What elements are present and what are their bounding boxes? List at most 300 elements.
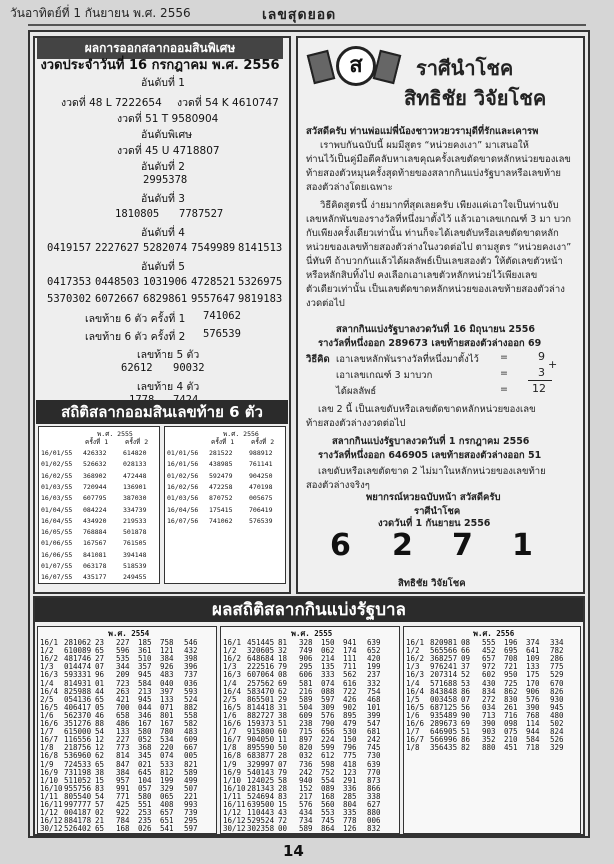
gov-value-cell: 210: [504, 735, 518, 745]
fifth-prize-2-5: 9819183: [238, 293, 283, 305]
stats-value-cell: 063178: [83, 562, 107, 570]
gov-value-cell: 824: [550, 727, 564, 737]
gov-value-cell: 581: [299, 678, 313, 688]
gov-value-cell: 289673: [430, 719, 458, 728]
gov-value-cell: 724533: [64, 759, 92, 769]
gov-value-cell: 05: [95, 702, 105, 712]
gov-value-cell: 593: [184, 686, 198, 696]
method-eq-2: =: [500, 368, 508, 379]
stats-date-cell: 16/07/55: [41, 573, 73, 582]
gov-value-cell: 62: [278, 686, 288, 696]
gov-value-cell: 65: [95, 759, 105, 769]
gov-value-cell: 739: [184, 808, 198, 818]
gov-value-cell: 821: [184, 759, 198, 769]
gov-value-cell: 555: [482, 638, 496, 647]
method-value-2: 3: [538, 366, 545, 379]
gov-value-cell: 088: [321, 686, 335, 696]
gov-date-cell: 1/10: [40, 775, 59, 785]
gov-table-2555: [220, 626, 400, 834]
gov-value-cell: 08: [278, 670, 288, 680]
gov-value-cell: 18: [278, 654, 288, 664]
gov-date-cell: 1/4: [406, 678, 420, 688]
fourth-prize-5: 8141513: [238, 242, 283, 254]
paragraph-2-line: วิธีคิดสูตรนี้ ง่ายมากที่สุดเลยครับ เพียงแค่เอาใจเป็นท่านจับ: [320, 200, 559, 211]
gov-value-cell: 27: [95, 654, 105, 664]
gov-value-cell: 700: [116, 702, 130, 712]
gov-value-cell: 754: [367, 686, 381, 696]
third-prize-a: 1810805: [115, 208, 160, 220]
gov-value-cell: 612: [321, 751, 335, 761]
tail6-1-label: เลขท้าย 6 ตัว ครั้งที่ 1: [85, 313, 186, 325]
third-prize-b: 7787527: [179, 208, 224, 220]
gov-value-cell: 832: [367, 824, 381, 834]
government-lottery-stats: [33, 596, 585, 836]
stats-value-cell: 028133: [123, 460, 147, 469]
example1-draw: สลากกินแบ่งรัฐบาลงวดวันที่ 16 มิถุนายน 2556: [336, 324, 535, 335]
gov-value-cell: 345: [138, 751, 152, 761]
gov-date-cell: 30/12: [40, 824, 63, 834]
example2-note-1: เลขดับหรือเลขตัดขาด 2 ไม่มาในหลักหน่วยของเลขท้าย: [318, 466, 546, 477]
gov-value-cell: 801: [160, 710, 174, 720]
stats-date-cell: 01/03/56: [167, 494, 199, 503]
gov-value-cell: 352: [482, 735, 496, 745]
stats-value-cell: 768884: [83, 528, 107, 537]
paragraph-2-line: กับเพียงครั้งเดียวเท่านั้น ท่านก็จะได้เลขดับหรือเลขตัดขาดหลัก: [306, 228, 559, 239]
gov-value-cell: 560: [321, 800, 335, 809]
gov-value-cell: 126: [343, 824, 357, 834]
gov-value-cell: 53: [461, 678, 471, 688]
gov-value-cell: 713: [482, 710, 496, 720]
gov-value-cell: 07: [461, 694, 471, 704]
gov-date-cell: 16/3: [406, 670, 425, 680]
gov-date-cell: 16/1: [223, 638, 242, 647]
example1-result: รางวัลที่หนึ่งออก 289673 เลขท้ายสองตัวล่างออก 69: [318, 338, 542, 349]
magazine-brand: เลขสุดยอด: [262, 7, 337, 23]
stats-value-cell: 904250: [249, 471, 273, 480]
stats-title: สถิติสลากออมสินเลขท้าย 6 ตัว: [36, 400, 288, 424]
third-prize-label: อันดับที่ 3: [141, 193, 185, 205]
stats-value-cell: 426332: [83, 449, 107, 457]
method-note-1: เลข 2 นี้ เป็นเลขดับหรือเลขตัดขาดหลักหน่วยของเลข: [318, 404, 536, 415]
gov-value-cell: 07: [95, 662, 105, 672]
gov-value-cell: 281343: [247, 783, 275, 793]
lucky-digit-4: 1: [512, 528, 533, 563]
prediction-heading: พยากรณ์หวยฉบับหน้า สวัสดีครับ: [366, 492, 501, 503]
gov-date-cell: 1/11: [40, 791, 59, 801]
gov-value-cell: 44: [95, 686, 105, 696]
gov-date-cell: 16/10: [223, 783, 246, 793]
gov-date-cell: 1/3: [223, 662, 237, 672]
gov-value-cell: 941: [343, 638, 357, 647]
gov-value-cell: 599: [321, 743, 335, 753]
stats-date-cell: 16/02/55: [41, 471, 73, 480]
stats-date-cell: 01/07/55: [41, 562, 73, 570]
example2-note-2: สองตัวล่างจริงๆ: [306, 480, 370, 491]
gov-value-cell: 227: [116, 735, 130, 745]
gov-value-cell: 167: [138, 719, 152, 728]
gov-table-2554: [37, 626, 217, 834]
stats-date-cell: 01/02/56: [167, 471, 199, 480]
stats-value-cell: 438985: [209, 460, 233, 469]
gov-value-cell: 104: [138, 775, 152, 785]
gov-value-cell: 589: [299, 824, 313, 834]
fifth-prize-1-5: 5326975: [238, 276, 283, 288]
stats-col2-header: ครั้งที่ 2: [251, 438, 275, 446]
gov-value-cell: 451445: [247, 638, 275, 647]
gov-date-cell: 1/9: [40, 759, 54, 769]
gov-value-cell: 38: [278, 710, 288, 720]
paragraph-1-line: สองตัวล่างโดยเฉพาะ: [306, 182, 393, 193]
gov-value-cell: 133: [116, 727, 130, 737]
gov-value-cell: 37: [461, 662, 471, 672]
gov-value-cell: 253: [138, 808, 152, 818]
gov-value-cell: 368: [138, 743, 152, 753]
gov-value-cell: 670: [550, 678, 564, 688]
gov-value-cell: 610089: [64, 646, 92, 656]
stats-date-cell: 16/03/55: [41, 494, 73, 503]
gov-value-cell: 486: [116, 719, 130, 728]
gov-value-cell: 773: [116, 743, 130, 753]
gov-value-cell: 075: [504, 727, 518, 737]
gov-value-cell: 420: [367, 654, 381, 664]
gov-value-cell: 540143: [247, 767, 275, 777]
gov-value-cell: 272: [482, 694, 496, 704]
gov-value-cell: 199: [367, 662, 381, 672]
fourth-prize-3: 5282074: [143, 242, 188, 254]
gov-value-cell: 580: [138, 727, 152, 737]
gov-value-cell: 804: [343, 800, 357, 809]
gov-value-cell: 356435: [430, 743, 458, 753]
gov-value-cell: 584: [138, 678, 152, 688]
gov-value-cell: 880: [367, 808, 381, 818]
card-left-icon: [307, 50, 336, 84]
gov-value-cell: 504: [299, 702, 313, 712]
gov-value-cell: 565566: [430, 646, 458, 656]
fourth-prize-1: 0419157: [47, 242, 92, 254]
gov-value-cell: 196: [504, 638, 518, 647]
column-author: สิทธิชัย วิจัยโชค: [404, 86, 547, 110]
fifth-prize-2-1: 5370302: [47, 293, 92, 305]
fourth-prize-label: อันดับที่ 4: [141, 227, 185, 239]
gov-date-cell: 1/4: [40, 678, 54, 688]
gov-value-cell: 944: [526, 727, 540, 737]
gov-value-cell: 384: [116, 767, 130, 777]
gov-value-cell: 895: [343, 710, 357, 720]
gov-value-cell: 722: [343, 686, 357, 696]
gov-value-cell: 945: [550, 702, 564, 712]
gov-value-cell: 116556: [64, 735, 92, 745]
gov-value-cell: 796: [343, 743, 357, 753]
gov-value-cell: 21: [95, 816, 105, 826]
gov-value-cell: 216: [299, 686, 313, 696]
gov-value-cell: 368257: [430, 654, 458, 664]
gov-value-cell: 425: [116, 800, 130, 809]
gov-value-cell: 597: [321, 694, 335, 704]
gov-value-cell: 648684: [247, 654, 275, 664]
method-eq-3: =: [500, 384, 508, 395]
gov-value-cell: 285: [343, 791, 357, 801]
gov-value-cell: 723: [116, 678, 130, 688]
gov-value-cell: 168: [116, 824, 130, 834]
gov-value-cell: 814931: [64, 678, 92, 688]
gov-value-cell: 945: [138, 694, 152, 704]
example2-draw: สลากกินแบ่งรัฐบาลงวดวันที่ 1 กรกฎาคม 2556: [332, 436, 530, 447]
stats-value-cell: 249455: [123, 573, 147, 582]
gov-value-cell: 040: [160, 678, 174, 688]
gov-value-cell: 430: [482, 678, 496, 688]
fifth-prize-1-4: 4728521: [191, 276, 236, 288]
gov-date-cell: 2/5: [223, 694, 237, 704]
stats-date-cell: 01/01/56: [167, 449, 199, 457]
gov-value-cell: 725: [504, 678, 518, 688]
page-number: 14: [283, 842, 304, 860]
gov-value-cell: 074: [321, 678, 335, 688]
gov-value-cell: 546: [184, 638, 198, 647]
gov-value-cell: 199: [160, 775, 174, 785]
stats-col1-header: ครั้งที่ 1: [85, 438, 109, 446]
stats-value-cell: 334739: [123, 505, 147, 514]
gov-value-cell: 730: [367, 751, 381, 761]
gov-value-cell: 526402: [64, 824, 92, 834]
gov-value-cell: 222516: [247, 662, 275, 672]
gov-value-cell: 111: [343, 654, 357, 664]
gov-date-cell: 16/11: [40, 800, 63, 809]
fifth-prize-1-1: 0417353: [47, 276, 92, 288]
gov-date-cell: 1/12: [223, 808, 242, 818]
fifth-prize-2-4: 9557647: [191, 293, 236, 305]
gov-value-cell: 711: [343, 662, 357, 672]
stats-value-cell: 435177: [83, 573, 107, 582]
stats-date-cell: 01/06/55: [41, 539, 73, 548]
stats-value-cell: 607795: [83, 494, 107, 503]
gov-value-cell: 535: [116, 654, 130, 664]
tail5-label: เลขท้าย 5 ตัว: [137, 349, 200, 361]
gov-value-cell: 69: [461, 719, 471, 728]
gov-value-cell: 81: [278, 638, 288, 647]
stats-date-cell: 01/04/55: [41, 505, 73, 514]
gov-value-cell: 580: [138, 791, 152, 801]
gov-value-cell: 752: [321, 767, 335, 777]
gov-value-cell: 217: [299, 791, 313, 801]
gov-date-cell: 1/6: [40, 710, 54, 720]
gov-date-cell: 16/4: [223, 686, 242, 696]
gov-value-cell: 133: [526, 662, 540, 672]
gov-value-cell: 82: [461, 743, 471, 753]
gov-value-cell: 551: [138, 800, 152, 809]
stats-value-cell: 870752: [209, 494, 233, 503]
gov-value-cell: 257562: [247, 678, 275, 688]
gov-date-cell: 30/12: [223, 824, 246, 834]
stats-value-cell: 084224: [83, 505, 107, 514]
gov-value-cell: 695: [504, 646, 518, 656]
gov-value-cell: 639500: [247, 800, 275, 809]
gov-date-cell: 16/6: [406, 719, 425, 728]
gov-value-cell: 224: [321, 735, 335, 745]
gov-date-cell: 16/3: [40, 670, 59, 680]
gov-value-cell: 237: [367, 670, 381, 680]
stats-value-cell: 281522: [209, 449, 233, 457]
gov-value-cell: 295: [184, 816, 198, 826]
gov-date-cell: 16/12: [223, 816, 246, 826]
gov-date-cell: 16/7: [223, 735, 242, 745]
stats-value-cell: 167567: [83, 539, 107, 548]
gov-value-cell: 334: [550, 638, 564, 647]
gov-value-cell: 207314: [430, 670, 458, 680]
gov-value-cell: 562370: [64, 710, 92, 720]
gov-value-cell: 657: [482, 654, 496, 664]
gov-value-cell: 834: [482, 686, 496, 696]
gov-value-cell: 582: [184, 719, 198, 728]
paragraph-2-line: นี่ทันที ถ้าบวกกันแล้วได้ผลลัพธ์เป็นเลขสองตัว ให้ตัดเลขตัวหน้า: [306, 256, 563, 267]
gov-value-cell: 399: [367, 710, 381, 720]
gov-value-cell: 214: [321, 654, 335, 664]
gov-value-cell: 109: [526, 654, 540, 664]
gov-value-cell: 687125: [430, 702, 458, 712]
gov-value-cell: 452: [482, 646, 496, 656]
gov-value-cell: 639: [367, 759, 381, 769]
gov-value-cell: 235: [138, 816, 152, 826]
gov-value-cell: 052: [138, 735, 152, 745]
stats-value-cell: 394148: [123, 550, 147, 559]
gov-value-cell: 534: [160, 735, 174, 745]
gov-value-cell: 524694: [247, 791, 275, 801]
gov-value-cell: 715: [299, 727, 313, 737]
stats-value-cell: 720944: [83, 482, 107, 491]
gov-value-cell: 652: [367, 646, 381, 656]
gov-value-cell: 615000: [64, 727, 92, 737]
stats-date-cell: 16/05/55: [41, 528, 73, 537]
gov-value-cell: 882727: [247, 710, 275, 720]
paragraph-2-line: เลขหลักพันของรางวัลที่หนึ่งมาตั้งไว้ แล้วเอาเลขเกณฑ์ 3 มา บวก: [306, 214, 572, 225]
gov-value-cell: 530: [343, 727, 357, 737]
gov-value-cell: 805540: [64, 791, 92, 801]
gov-value-cell: 32: [278, 646, 288, 656]
gov-value-cell: 737: [184, 670, 198, 680]
gov-date-cell: 16/8: [223, 751, 242, 761]
stats-value-cell: 988912: [249, 449, 273, 457]
gov-value-cell: 510: [138, 654, 152, 664]
gov-value-cell: 882: [184, 702, 198, 712]
gov-value-cell: 60: [278, 727, 288, 737]
gov-value-cell: 593331: [64, 670, 92, 680]
stats-value-cell: 219533: [123, 516, 147, 525]
gov-value-cell: 374: [526, 638, 540, 647]
method-step-2: เอาเลขเกณฑ์ 3 มาบวก: [336, 370, 433, 381]
stats-value-cell: 136901: [123, 482, 147, 491]
first-prize-label: อันดับที่ 1: [141, 77, 185, 89]
gov-value-cell: 38: [95, 767, 105, 777]
gov-value-cell: 483: [184, 727, 198, 737]
gov-value-cell: 511052: [64, 775, 92, 785]
gov-value-cell: 597: [184, 824, 198, 834]
gov-value-cell: 596: [116, 646, 130, 656]
gov-value-cell: 524: [184, 694, 198, 704]
column-signature: สิทธิชัย วิจัยโชค: [398, 578, 466, 589]
gov-date-cell: 1/2: [40, 646, 54, 656]
gov-value-cell: 820981: [430, 638, 458, 647]
gov-value-cell: 12: [95, 735, 105, 745]
first-prize-a: งวดที่ 48 L 7222654: [61, 97, 162, 109]
special-prize: งวดที่ 45 U 4718807: [117, 145, 220, 157]
gov-value-cell: 536960: [64, 751, 92, 761]
fourth-prize-4: 7549989: [191, 242, 236, 254]
gov-value-cell: 54: [95, 791, 105, 801]
gov-value-cell: 357: [138, 662, 152, 672]
gov-value-cell: 609: [184, 735, 198, 745]
gov-value-cell: 782: [550, 646, 564, 656]
gov-value-cell: 884178: [64, 816, 92, 826]
tail5-number-1: 62612: [121, 362, 153, 374]
gov-value-cell: 602: [482, 670, 496, 680]
gov-value-cell: 07: [278, 759, 288, 769]
stats-year-header: พ.ศ. 2556: [223, 430, 259, 438]
gov-value-cell: 51: [278, 719, 288, 728]
stats-value-cell: 706419: [249, 505, 273, 514]
gov-value-cell: 897: [299, 735, 313, 745]
gov-value-cell: 406417: [64, 702, 92, 712]
gov-value-cell: 351276: [64, 719, 92, 728]
gov-value-cell: 336: [343, 783, 357, 793]
gov-value-cell: 209: [116, 670, 130, 680]
column-intro: สวัสดีครับ ท่านพ่อแม่พี่น้องชาวหวยวรามุดีที่รักและเคารพ: [306, 126, 539, 137]
gov-date-cell: 2/5: [40, 694, 54, 704]
tail4-label: เลขท้าย 4 ตัว: [137, 381, 200, 393]
paragraph-1-line: ท่านไว้เป็นคู่มือตีคลับหาเลขคุณครั้งเลขตัดขาดหลักหน่วยของเลข: [306, 154, 571, 165]
gov-value-cell: 820: [299, 743, 313, 753]
gov-value-cell: 026: [138, 824, 152, 834]
gov-date-cell: 1/3: [406, 662, 420, 672]
gov-value-cell: 541: [160, 824, 174, 834]
gov-value-cell: 681: [367, 727, 381, 737]
gov-value-cell: 421: [116, 694, 130, 704]
gov-value-cell: 734: [299, 816, 313, 826]
gov-value-cell: 034: [482, 702, 496, 712]
gov-value-cell: 152: [299, 783, 313, 793]
gov-value-cell: 641: [526, 646, 540, 656]
gov-date-cell: 16/2: [223, 654, 242, 664]
gov-value-cell: 507: [184, 783, 198, 793]
gov-value-cell: 66: [461, 646, 471, 656]
stats-value-cell: 175415: [209, 505, 233, 514]
gov-value-cell: 88: [95, 719, 105, 728]
gov-value-cell: 335: [343, 808, 357, 818]
fifth-prize-1-3: 1031906: [143, 276, 188, 288]
prediction-draw-date: งวดวันที่ 1 กันยายน 2556: [378, 518, 491, 529]
gov-value-cell: 708: [504, 654, 518, 664]
gov-value-cell: 554: [321, 775, 335, 785]
gov-value-cell: 479: [343, 719, 357, 728]
gov-value-cell: 651: [160, 816, 174, 826]
gov-value-cell: 062: [321, 646, 335, 656]
gov-date-cell: 1/7: [40, 727, 54, 737]
gov-value-cell: 213: [138, 686, 152, 696]
stats-col1-header: ครั้งที่ 1: [211, 438, 235, 446]
gov-value-cell: 639: [367, 638, 381, 647]
paragraph-2-line: ตัวเดียวเท่านั้น เป็นเลขตัดขาดหลักหน่วยของเลขท้ายสองตัวล่าง: [306, 284, 565, 295]
gov-date-cell: 16/4: [406, 686, 425, 696]
special-prize-label: อันดับพิเศษ: [141, 129, 193, 141]
gov-value-cell: 098: [504, 719, 518, 728]
gov-value-cell: 718: [526, 743, 540, 753]
gov-date-cell: 16/9: [223, 767, 242, 777]
gov-value-cell: 902: [343, 702, 357, 712]
gov-value-cell: 86: [461, 735, 471, 745]
stats-date-cell: 01/02/55: [41, 460, 73, 469]
prediction-column: ราศีนำโชค: [414, 506, 461, 517]
gov-value-cell: 895590: [247, 743, 275, 753]
gov-value-cell: 65: [95, 646, 105, 656]
method-plus: +: [548, 358, 558, 371]
